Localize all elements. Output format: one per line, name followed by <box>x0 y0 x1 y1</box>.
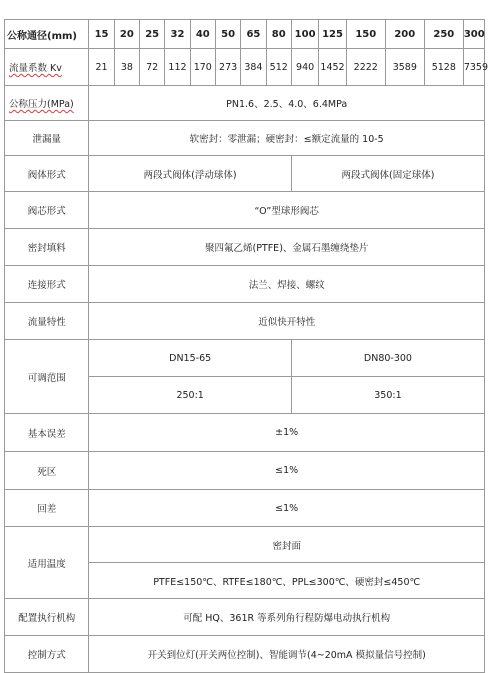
packing-row <box>5 229 485 266</box>
packing-label: 密封填料 <box>5 229 89 266</box>
body-type-label: 阀体形式 <box>5 156 89 192</box>
dn-value: 15 <box>89 20 114 49</box>
rangeability-right-value: 350:1 <box>291 377 484 414</box>
connection-label: 连接形式 <box>5 266 89 303</box>
core-type-label: 阀芯形式 <box>5 192 89 229</box>
hysteresis-value: ≤1% <box>89 490 485 527</box>
kv-value: 7359 <box>463 49 484 86</box>
leakage-value: 软密封：零泄漏；硬密封：≤额定流量的 10-5 <box>89 121 485 156</box>
kv-value: 21 <box>89 49 114 86</box>
dn-value: 300 <box>463 20 484 49</box>
dn-value: 100 <box>291 20 318 49</box>
kv-value: 5128 <box>424 49 463 86</box>
leakage-row <box>5 121 485 156</box>
flow-characteristic-label: 流量特性 <box>5 303 89 340</box>
nominal-pressure-label: 公称压力(MPa) <box>5 86 89 121</box>
kv-value: 273 <box>215 49 240 86</box>
dead-zone-value: ≤1% <box>89 452 485 490</box>
temperature-value: PTFE≤150℃、RTFE≤180℃、PPL≤300℃、硬密封≤450℃ <box>89 563 485 599</box>
dead-zone-row <box>5 452 485 490</box>
dn-value: 65 <box>241 20 266 49</box>
kv-value: 940 <box>291 49 318 86</box>
spec-table <box>4 19 489 673</box>
actuator-label: 配置执行机构 <box>5 599 89 636</box>
rangeability-head-row <box>5 340 485 377</box>
hysteresis-row <box>5 490 485 527</box>
dn-value: 250 <box>424 20 463 49</box>
temperature-label: 适用温度 <box>5 527 89 599</box>
control-label: 控制方式 <box>5 636 89 673</box>
kv-value: 512 <box>266 49 291 86</box>
leakage-label: 泄漏量 <box>5 121 89 156</box>
dn-value: 200 <box>385 20 424 49</box>
flow-characteristic-row <box>5 303 485 340</box>
dn-value: 20 <box>114 20 139 49</box>
rangeability-right-head: DN80-300 <box>291 340 484 377</box>
actuator-value: 可配 HQ、361R 等系列角行程防爆电动执行机构 <box>89 599 485 636</box>
kv-value: 3589 <box>385 49 424 86</box>
dead-zone-label: 死区 <box>5 452 89 490</box>
kv-value: 2222 <box>346 49 385 86</box>
kv-value: 38 <box>114 49 139 86</box>
connection-value: 法兰、焊接、螺纹 <box>89 266 485 303</box>
nominal-diameter-row <box>5 20 485 49</box>
body-type-floating: 两段式阀体(浮动球体) <box>89 156 292 192</box>
basic-error-label: 基本误差 <box>5 414 89 452</box>
actuator-row <box>5 599 485 636</box>
dn-value: 125 <box>319 20 346 49</box>
temperature-head: 密封面 <box>89 527 485 563</box>
dn-value: 150 <box>346 20 385 49</box>
rangeability-left-value: 250:1 <box>89 377 292 414</box>
control-value: 开关到位灯(开关两位控制)、智能调节(4~20mA 模拟量信号控制) <box>89 636 485 673</box>
kv-value: 170 <box>190 49 215 86</box>
dn-value: 25 <box>140 20 165 49</box>
core-type-value: “O”型球形阀芯 <box>89 192 485 229</box>
core-type-row <box>5 192 485 229</box>
kv-value: 72 <box>140 49 165 86</box>
dn-value: 32 <box>165 20 190 49</box>
kv-value: 112 <box>165 49 190 86</box>
dn-value: 80 <box>266 20 291 49</box>
dn-value: 50 <box>215 20 240 49</box>
dn-value: 40 <box>190 20 215 49</box>
control-row <box>5 636 485 673</box>
body-type-fixed: 两段式阀体(固定球体) <box>291 156 484 192</box>
rangeability-label: 可调范围 <box>5 340 89 414</box>
nominal-pressure-row <box>5 86 485 121</box>
basic-error-value: ±1% <box>89 414 485 452</box>
nominal-diameter-label: 公称通径(mm) <box>5 20 89 49</box>
temperature-head-row <box>5 527 485 563</box>
basic-error-row <box>5 414 485 452</box>
nominal-pressure-value: PN1.6、2.5、4.0、6.4MPa <box>89 86 485 121</box>
kv-value: 1452 <box>319 49 346 86</box>
flow-coefficient-label: 流量系数 Kv <box>5 49 89 86</box>
rangeability-left-head: DN15-65 <box>89 340 292 377</box>
kv-value: 384 <box>241 49 266 86</box>
body-type-row <box>5 156 485 192</box>
connection-row <box>5 266 485 303</box>
packing-value: 聚四氟乙烯(PTFE)、金属石墨缠绕垫片 <box>89 229 485 266</box>
hysteresis-label: 回差 <box>5 490 89 527</box>
flow-coefficient-row <box>5 49 485 86</box>
flow-characteristic-value: 近似快开特性 <box>89 303 485 340</box>
